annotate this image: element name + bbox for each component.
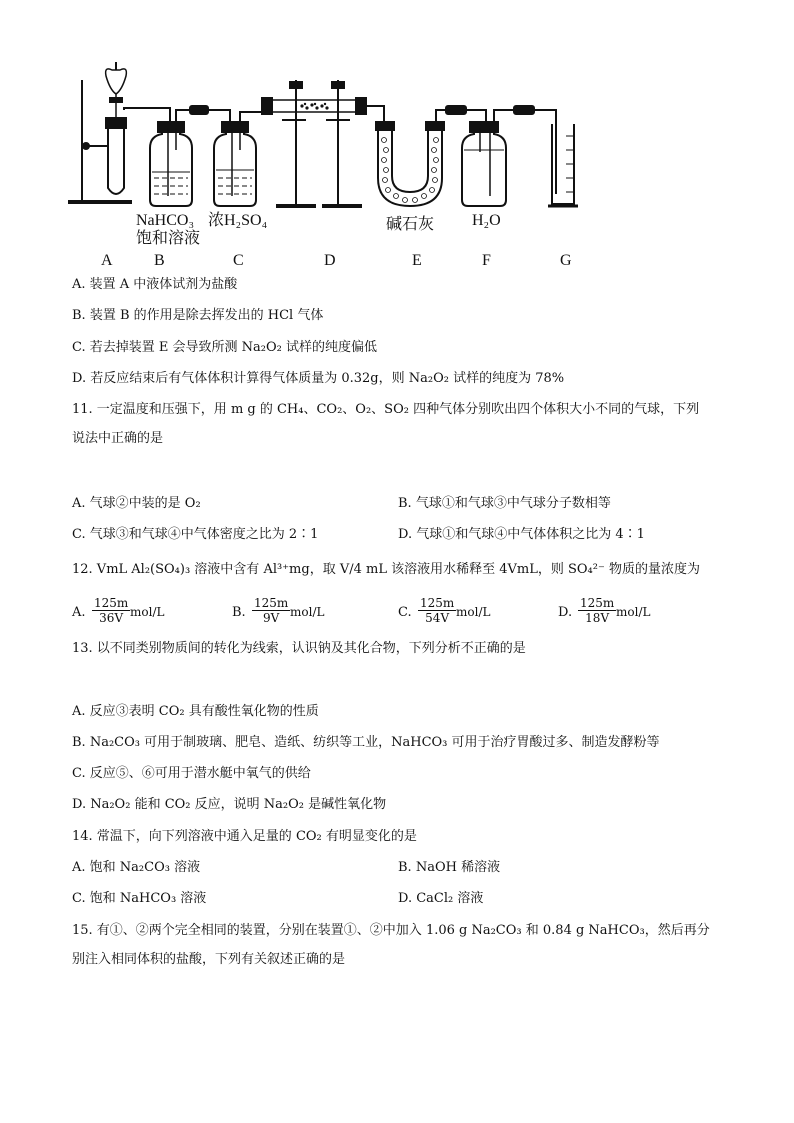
label-saturated-solution: 饱和溶液 [136, 230, 201, 247]
q11-option-a: A. 气球②中装的是 O₂ [72, 496, 201, 511]
q12-option-c-denominator: 54V [425, 611, 450, 625]
q12-option-c-letter: C. [398, 605, 412, 620]
q10-option-d: D. 若反应结束后有气体体积计算得气体质量为 0.32g，则 Na₂O₂ 试样的纯度为 78% [72, 371, 565, 386]
q13-option-b: B. Na₂CO₃ 可用于制玻璃、肥皂、造纸、纺织等工业，NaHCO₃ 可用于治疗胃酸过多、制造发酵粉等 [72, 735, 660, 750]
q14-option-d: D. CaCl₂ 溶液 [398, 891, 484, 906]
q12-option-d-denominator: 18V [585, 611, 610, 625]
q12-option-b-denominator: 9V [262, 611, 280, 625]
q13-option-c: C. 反应⑤、⑥可用于潜水艇中氧气的供给 [72, 766, 311, 781]
q12-option-c-numerator: 125m [420, 596, 455, 610]
q12-option-b-fraction [252, 596, 290, 625]
q12-stem: 12. VmL Al₂(SO₄)₃ 溶液中含有 Al³⁺mg，取 V/4 mL 该溶液用水稀释至 4VmL，则 SO₄²⁻ 物质的量浓度为 [72, 562, 700, 577]
letter-e: E [412, 252, 422, 269]
q12-option-a-denominator: 36V [99, 611, 124, 625]
separatory-funnel [106, 69, 127, 94]
q10-option-c: C. 若去掉装置 E 会导致所测 Na₂O₂ 试样的纯度偏低 [72, 340, 377, 355]
label-nahco3: NaHCO₃ [136, 212, 195, 229]
q12-option-a-numerator: 125m [94, 596, 129, 610]
q12-option-c-unit: mol/L [456, 605, 491, 619]
q12-option-b-unit: mol/L [290, 605, 325, 619]
q12-option-b-letter: B. [232, 605, 246, 620]
q12-option-d-letter: D. [558, 605, 573, 620]
letter-d: D [324, 252, 336, 269]
letter-g: G [560, 252, 572, 269]
q12-option-b-numerator: 125m [254, 596, 289, 610]
label-conc-h2so4: 浓H₂SO₄ [208, 212, 268, 229]
letter-f: F [482, 252, 491, 269]
letter-c: C [233, 252, 244, 269]
letter-b: B [154, 252, 165, 269]
q13-option-d: D. Na₂O₂ 能和 CO₂ 反应，说明 Na₂O₂ 是碱性氧化物 [72, 797, 387, 812]
q11-option-b: B. 气球①和气球③中气球分子数相等 [398, 496, 611, 511]
bottle-f [462, 126, 506, 206]
q15-stem-line2: 别注入相同体积的盐酸，下列有关叙述正确的是 [72, 952, 346, 967]
q14-option-a: A. 饱和 Na₂CO₃ 溶液 [72, 860, 201, 875]
label-water: H₂O [472, 212, 501, 229]
q12-option-a-fraction [92, 596, 130, 625]
q11-option-d: D. 气球①和气球④中气体体积之比为 4∶1 [398, 527, 645, 542]
q14-option-b: B. NaOH 稀溶液 [398, 860, 501, 875]
q12-option-d-unit: mol/L [616, 605, 651, 619]
q10-option-a: A. 装置 A 中液体试剂为盐酸 [72, 277, 238, 292]
q12-option-a-letter: A. [72, 605, 86, 620]
q13-option-a: A. 反应③表明 CO₂ 具有酸性氧化物的性质 [72, 704, 319, 719]
q14-stem: 14. 常温下，向下列溶液中通入足量的 CO₂ 有明显变化的是 [72, 829, 417, 844]
q14-option-c: C. 饱和 NaHCO₃ 溶液 [72, 891, 207, 906]
label-soda-lime: 碱石灰 [386, 216, 435, 233]
q12-option-c-fraction [418, 596, 456, 625]
q11-option-c: C. 气球③和气球④中气体密度之比为 2∶1 [72, 527, 319, 542]
combustion-tube-d [272, 100, 356, 112]
test-tube-a [108, 126, 124, 194]
q12-option-a-unit: mol/L [130, 605, 165, 619]
q15-stem-line1: 15. 有①、②两个完全相同的装置，分别在装置①、②中加入 1.06 g Na₂CO₃ 和 0.84 g NaHCO₃，然后再分 [72, 923, 710, 938]
q13-stem: 13. 以不同类别物质间的转化为线索，认识钠及其化合物，下列分析不正确的是 [72, 641, 526, 656]
q10-option-b: B. 装置 B 的作用是除去挥发出的 HCl 气体 [72, 308, 324, 323]
q12-option-d-fraction [578, 596, 616, 625]
q12-option-d-numerator: 125m [580, 596, 615, 610]
letter-a: A [101, 252, 113, 269]
q11-stem-line2: 说法中正确的是 [72, 431, 164, 446]
q11-stem-line1: 11. 一定温度和压强下，用 m g 的 CH₄、CO₂、O₂、SO₂ 四种气体分别吹出四个体积大小不同的气球，下列 [72, 402, 700, 417]
